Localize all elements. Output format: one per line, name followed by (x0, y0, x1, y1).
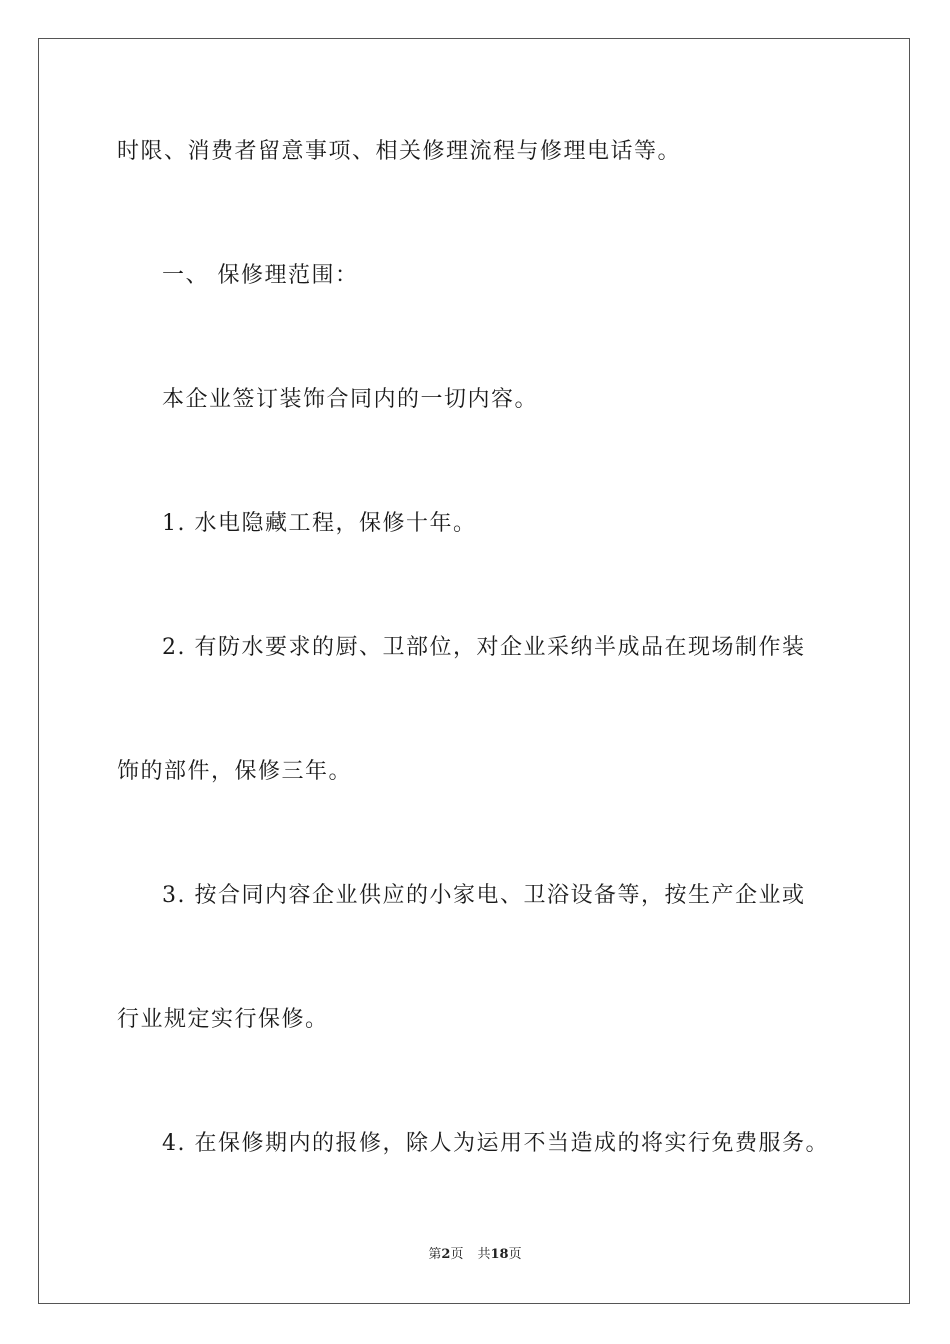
text-line-continuation: 时限、消费者留意事项、相关修理流程与修理电话等。 (117, 139, 682, 164)
list-item-3-continuation: 行业规定实行保修。 (117, 1007, 329, 1032)
total-prefix: 共 (477, 1247, 491, 1262)
page-suffix: 页 (450, 1247, 464, 1262)
page-border (38, 38, 910, 1304)
list-item-4: 4. 在保修期内的报修，除人为运用不当造成的将实行免费服务。 (162, 1131, 829, 1156)
list-item-3: 3. 按合同内容企业供应的小家电、卫浴设备等，按生产企业或 (162, 883, 806, 908)
section-heading-warranty-scope: 一、 保修理范围： (162, 263, 359, 288)
page-prefix: 第 (428, 1247, 442, 1262)
page-footer (0, 1246, 950, 1264)
list-item-2-continuation: 饰的部件，保修三年。 (117, 759, 353, 784)
list-item-1: 1. 水电隐藏工程，保修十年。 (162, 511, 477, 536)
total-suffix: 页 (508, 1247, 522, 1262)
total-pages: 18 (490, 1247, 509, 1262)
paragraph-scope-intro: 本企业签订装饰合同内的一切内容。 (162, 387, 539, 412)
list-item-2: 2. 有防水要求的厨、卫部位，对企业采纳半成品在现场制作装 (162, 635, 806, 660)
page-number: 2 (441, 1247, 451, 1262)
